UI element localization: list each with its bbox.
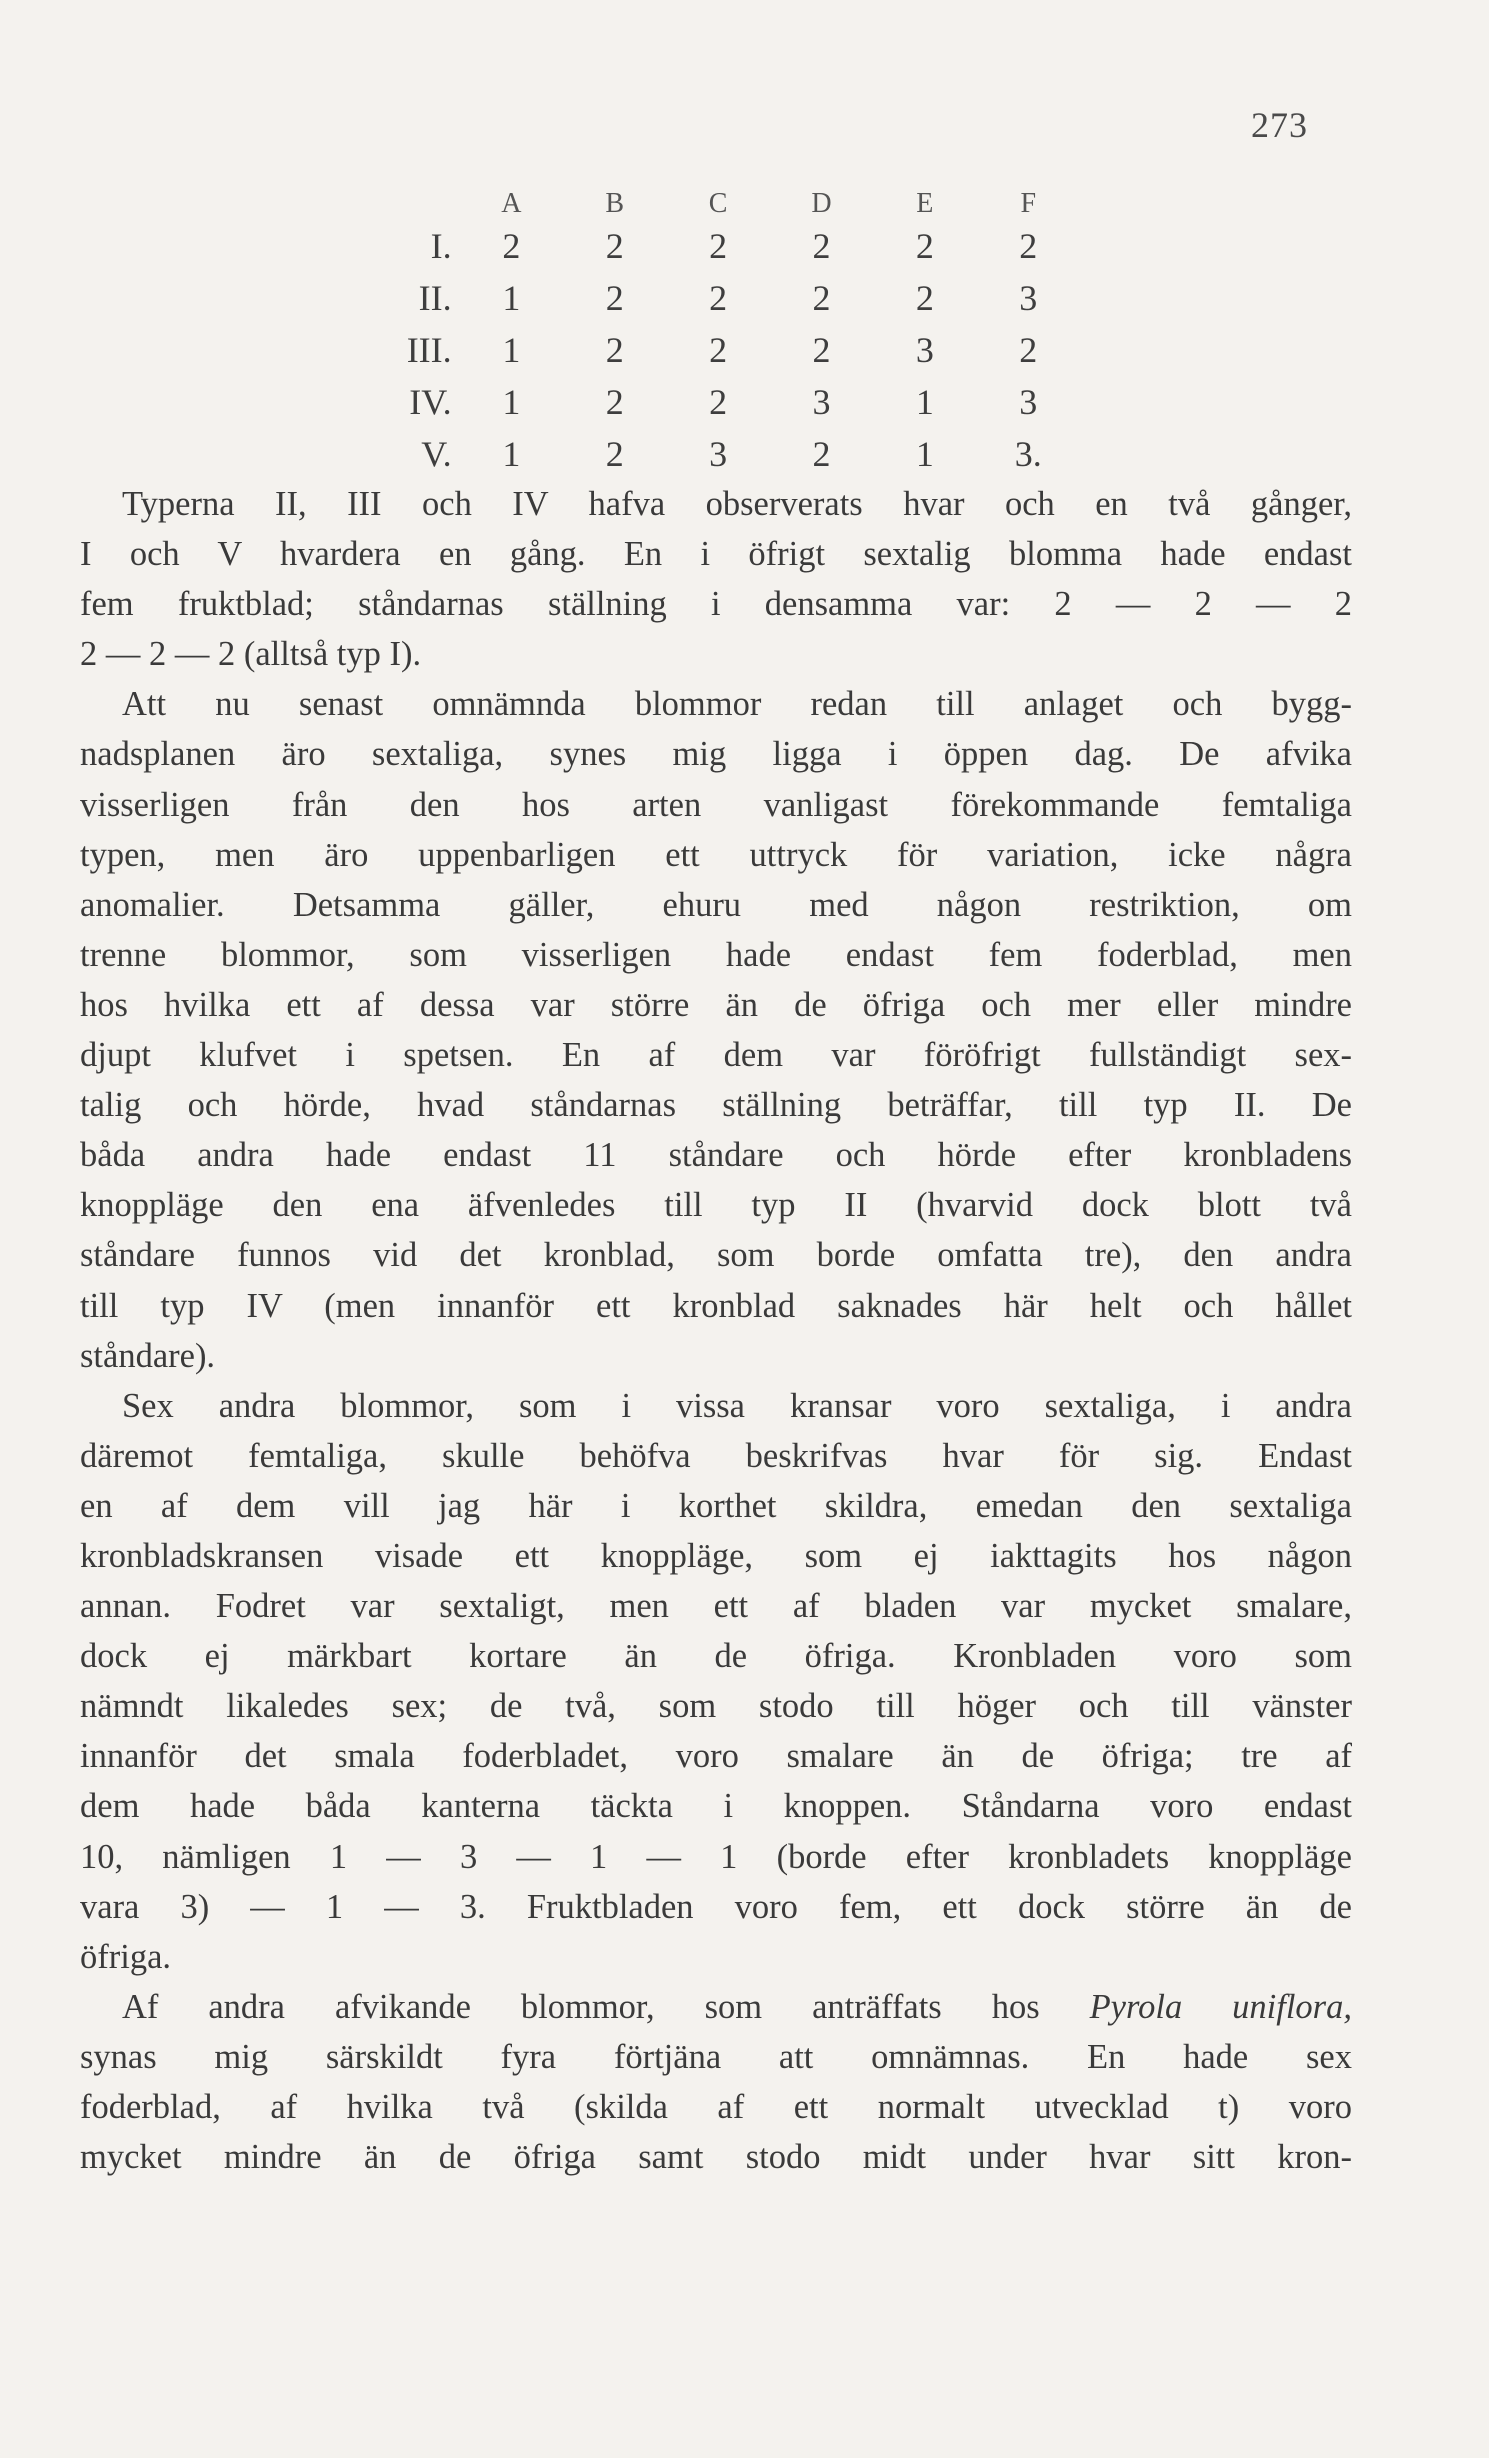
table-cell: 3 bbox=[812, 382, 831, 422]
table-cell: 1 bbox=[915, 382, 934, 422]
table-row bbox=[360, 272, 1080, 324]
type-table bbox=[360, 180, 1080, 480]
species-name: Pyrola uniflora, bbox=[1089, 1987, 1352, 2026]
table-cell: 2 bbox=[1019, 330, 1038, 370]
text-line: djupt klufvet i spetsen. En af dem var föröfrigt fullständigt sex- bbox=[80, 1036, 1352, 1075]
text-line: dock ej märkbart kortare än de öfriga. Kronbladen voro som bbox=[80, 1637, 1352, 1676]
text-fragment: Af andra afvikande blommor, som anträffats hos bbox=[122, 1987, 1090, 2026]
text-line: hos hvilka ett af dessa var större än de öfriga och mer eller mindre bbox=[80, 985, 1352, 1024]
row-label: V. bbox=[421, 434, 452, 474]
table-cell: 2 bbox=[605, 434, 624, 474]
text-line: synas mig särskildt fyra förtjäna att omnämnas. En hade sex bbox=[80, 2037, 1352, 2076]
text-line: mycket mindre än de öfriga samt stodo midt under hvar sitt kron- bbox=[80, 2138, 1352, 2177]
table-cell: 1 bbox=[502, 382, 521, 422]
text-line: till typ IV (men innanför ett kronblad saknades här helt och hållet bbox=[80, 1286, 1352, 1325]
column-header: F bbox=[1020, 188, 1037, 219]
table-cell: 2 bbox=[709, 278, 728, 318]
table-cell: 1 bbox=[502, 330, 521, 370]
table-header-row bbox=[360, 180, 1080, 220]
table-cell: 3 bbox=[1019, 382, 1038, 422]
column-header: D bbox=[811, 188, 832, 219]
column-header: A bbox=[501, 188, 522, 219]
table-cell: 2 bbox=[709, 226, 728, 266]
table-cell: 2 bbox=[812, 226, 831, 266]
table-cell: 2 bbox=[1019, 226, 1038, 266]
text-line: nadsplanen äro sextaliga, synes mig ligga i öppen dag. De afvika bbox=[80, 735, 1352, 774]
table-cell: 2 bbox=[915, 226, 934, 266]
text-line: trenne blommor, som visserligen hade endast fem foderblad, men bbox=[80, 935, 1352, 974]
table-cell: 2 bbox=[812, 330, 831, 370]
column-header: E bbox=[916, 188, 934, 219]
text-line: annan. Fodret var sextaligt, men ett af bladen var mycket smalare, bbox=[80, 1587, 1352, 1626]
table-cell: 2 bbox=[812, 434, 831, 474]
table-cell: 2 bbox=[605, 278, 624, 318]
row-label: III. bbox=[406, 330, 452, 370]
text-line: däremot femtaliga, skulle behöfva beskrifvas hvar för sig. Endast bbox=[80, 1436, 1352, 1475]
table-cell: 3. bbox=[1014, 434, 1042, 474]
text-line: fem fruktblad; ståndarnas ställning i densamma var: 2 — 2 — 2 bbox=[80, 585, 1352, 624]
body-text bbox=[80, 479, 1352, 2182]
text-line: 10, nämligen 1 — 3 — 1 — 1 (borde efter kronbladets knoppläge bbox=[80, 1837, 1352, 1876]
text-line: knoppläge den ena äfvenledes till typ II (hvarvid dock blott två bbox=[80, 1186, 1352, 1225]
table-cell: 3 bbox=[709, 434, 728, 474]
table-cell: 1 bbox=[502, 278, 521, 318]
table-cell: 2 bbox=[812, 278, 831, 318]
text-line: vara 3) — 1 — 3. Fruktbladen voro fem, ett dock större än de bbox=[80, 1887, 1352, 1926]
table-corner bbox=[360, 180, 460, 220]
table-cell: 2 bbox=[605, 226, 624, 266]
table-row bbox=[360, 428, 1080, 480]
text-line: öfriga. bbox=[80, 1937, 172, 1976]
table-cell: 3 bbox=[915, 330, 934, 370]
table-cell: 1 bbox=[502, 434, 521, 474]
text-line: I och V hvardera en gång. En i öfrigt sextalig blomma hade endast bbox=[80, 535, 1352, 574]
table-row bbox=[360, 324, 1080, 376]
text-line: nämndt likaledes sex; de två, som stodo till höger och till vänster bbox=[80, 1687, 1352, 1726]
row-label: I. bbox=[430, 226, 452, 266]
table-cell: 2 bbox=[605, 382, 624, 422]
text-line: ståndare). bbox=[80, 1336, 216, 1375]
text-line: en af dem vill jag här i korthet skildra, emedan den sextaliga bbox=[80, 1486, 1352, 1525]
row-label: IV. bbox=[409, 382, 452, 422]
table-cell: 2 bbox=[709, 382, 728, 422]
text-line: Sex andra blommor, som i vissa kransar voro sextaliga, i andra bbox=[122, 1386, 1352, 1425]
row-label: II. bbox=[418, 278, 452, 318]
table-cell: 2 bbox=[709, 330, 728, 370]
table-row bbox=[360, 220, 1080, 272]
flower-type-table bbox=[360, 180, 1080, 480]
table-cell: 1 bbox=[915, 434, 934, 474]
text-line: talig och hörde, hvad ståndarnas ställning beträffar, till typ II. De bbox=[80, 1086, 1352, 1125]
text-line bbox=[80, 1982, 1352, 2032]
text-line: ståndare funnos vid det kronblad, som borde omfatta tre), den andra bbox=[80, 1236, 1352, 1275]
table-cell: 2 bbox=[915, 278, 934, 318]
table-cell: 2 bbox=[502, 226, 521, 266]
text-line: kronbladskransen visade ett knoppläge, som ej iakttagits hos någon bbox=[80, 1536, 1352, 1575]
text-line: Att nu senast omnämnda blommor redan till anlaget och bygg- bbox=[122, 685, 1352, 724]
page-number: 273 bbox=[1251, 105, 1308, 145]
table-cell: 2 bbox=[605, 330, 624, 370]
text-line: 2 — 2 — 2 (alltså typ I). bbox=[80, 635, 422, 674]
text-line: foderblad, af hvilka två (skilda af ett normalt utvecklad t) voro bbox=[80, 2088, 1352, 2126]
text-line: Typerna II, III och IV hafva observerats hvar och en två gånger, bbox=[122, 485, 1352, 523]
text-line: anomalier. Detsamma gäller, ehuru med någon restriktion, om bbox=[80, 885, 1352, 924]
table-cell: 3 bbox=[1019, 278, 1038, 318]
text-line: innanför det smala foderbladet, voro smalare än de öfriga; tre af bbox=[80, 1737, 1352, 1776]
column-header: B bbox=[605, 188, 625, 219]
column-header: C bbox=[708, 188, 728, 219]
text-line: båda andra hade endast 11 ståndare och hörde efter kronbladens bbox=[80, 1136, 1352, 1175]
text-line: visserligen från den hos arten vanligast förekommande femtaliga bbox=[80, 785, 1352, 824]
table-row bbox=[360, 376, 1080, 428]
text-line: dem hade båda kanterna täckta i knoppen. Ståndarna voro endast bbox=[80, 1787, 1352, 1826]
text-line: typen, men äro uppenbarligen ett uttryck för variation, icke några bbox=[80, 835, 1352, 874]
